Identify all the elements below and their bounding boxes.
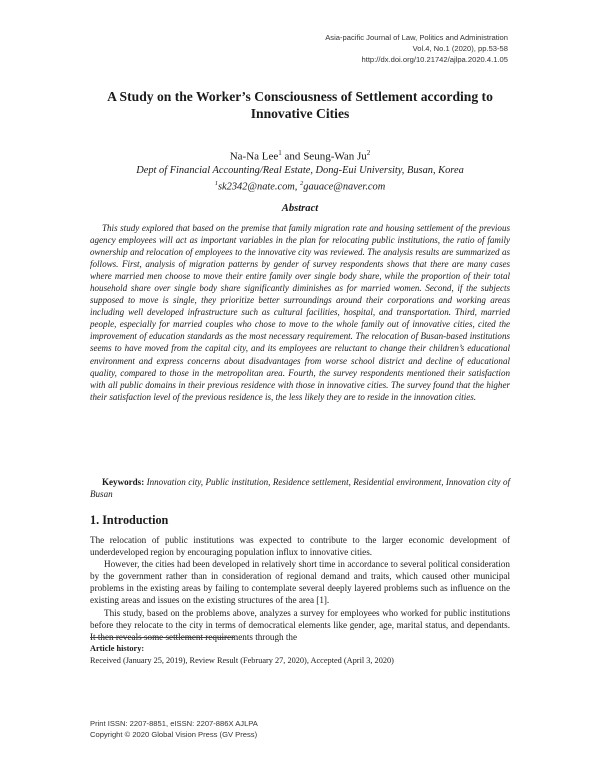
email-superscript: 1 (214, 180, 218, 187)
journal-volume: Vol.4, No.1 (2020), pp.53-58 (412, 44, 508, 53)
author-name: Na-Na Lee (229, 150, 279, 163)
author-joiner: and (281, 150, 304, 163)
email-superscript: 2 (300, 180, 304, 187)
keywords-text: Innovation city, Public institution, Residence settlement, Residential environment, Innovation city of Busan (90, 477, 510, 500)
keywords (90, 476, 510, 500)
paper-title: A Study on the Worker’s Consciousness of Settlement according to Innovative Cities (107, 89, 493, 121)
affiliation-block (90, 164, 510, 193)
body-paragraph: However, the cities had been developed in relatively short time in accordance to several political consideration by the government rather than in consideration of regional demand and traits, which caused other municipal problems in the existing areas by failing to contemplate several deeply layered problems such as influence on the existing areas and issues on the existing structures of the area [1]. (90, 559, 510, 606)
section-heading: 1. Introduction (90, 513, 169, 527)
author-email-link[interactable]: sk2342@nate.com (218, 181, 295, 193)
email-line (90, 177, 510, 193)
author-superscript: 1 (278, 149, 282, 157)
abstract-text: This study explored that based on the premise that family migration rate and housing settlement of the previous agency employees will act as important variables in the plan for relocating public institutions, the ratio of family ownership and relocation of employees to the innovative city was reviewed. The analysis results are summarized as follows. First, analysis of migration patterns by gender of survey respondents shows that there are many cases where married men choose to move their entire family over single body share, while the proportion of their total household share over single body share significantly diminishes as for married women. Second, if the subjects supposed to move is single, they prioritize better surroundings around their corporations and working areas including well developed infrastructure such as cultural facilities, hospital, and transportation. Third, married people, especially for married couples who chose to move to the whole family out of innovative cities, cited the improvement of education standards as the most necessary requirement. The relocation of Busan-based institutions seems to have moved from the capital city, and its employees are reluctant to change their children’s educational environment and express concerns about disadvantages from worse school district and decline of educational quality, compared to those in the metropolitan area. Fourth, the survey respondents mentioned their satisfaction with all public domains in their previous residence with those in innovative cities. The survey found that the higher their satisfaction level of the previous residence is, the less likely they are to reside in the innovation cities. (90, 223, 510, 402)
email-separator: , (294, 181, 300, 193)
keywords-label: Keywords: (102, 477, 145, 487)
body-paragraph: This study, based on the problems above, analyzes a survey for employees who worked for public institutions before they relocate to the city in terms of democratical elements like gender, age, marital status, and dependants. It then reveals some settlement requirements through the (90, 607, 510, 642)
journal-header (325, 32, 508, 65)
author-line (90, 146, 510, 164)
body-paragraph: The relocation of public institutions was expected to contribute to the larger economic development of underdeveloped region by encouraging population influx to innovative cities. (90, 535, 510, 558)
journal-doi-link[interactable]: http://dx.doi.org/10.21742/ajlpa.2020.4.1.05 (361, 55, 508, 64)
article-history-text: Received (January 25, 2019), Review Result (February 27, 2020), Accepted (April 3, 2020) (90, 656, 394, 665)
abstract-heading: Abstract (281, 203, 319, 214)
author-email-link[interactable]: gauace@naver.com (303, 181, 386, 193)
author-superscript: 2 (366, 149, 371, 157)
journal-name: Asia-pacific Journal of Law, Politics and Administration (325, 33, 508, 42)
article-history-label: Article history: (90, 644, 145, 653)
footnote-divider (90, 637, 234, 638)
affiliation: Dept of Financial Accounting/Real Estate, Dong-Eui University, Busan, Korea (136, 165, 464, 176)
author-name: Seung-Wan Ju (303, 150, 367, 163)
page-footer (90, 718, 258, 740)
issn-line: Print ISSN: 2207-8851, eISSN: 2207-886X AJLPA (90, 719, 258, 728)
introduction-body (90, 534, 510, 643)
copyright-line: Copyright © 2020 Global Vision Press (GV Press) (90, 730, 258, 739)
